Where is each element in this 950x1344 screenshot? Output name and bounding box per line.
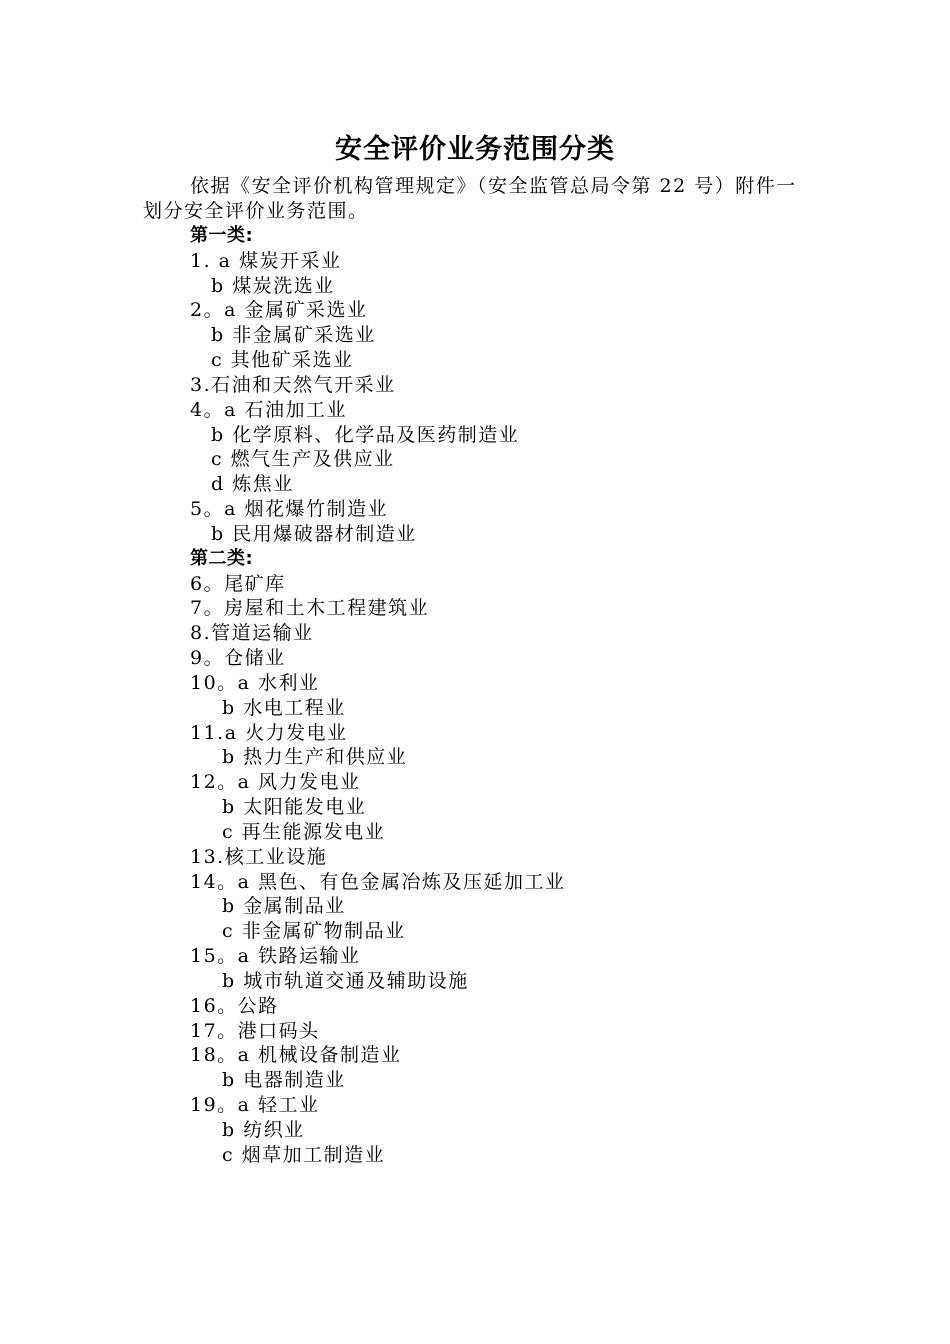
list-item: 17。港口码头 (190, 1019, 320, 1042)
intro-paragraph (143, 174, 813, 224)
page-title: 安全评价业务范围分类 (335, 134, 615, 165)
list-item: 15。a 铁路运输业 (190, 945, 361, 968)
list-item: b 太阳能发电业 (222, 796, 367, 819)
list-item: 19。a 轻工业 (190, 1093, 320, 1116)
category-list (0, 224, 950, 1167)
list-item: b 金属制品业 (222, 895, 346, 918)
list-item: 8.管道运输业 (190, 622, 314, 645)
list-item: 4。a 石油加工业 (190, 398, 347, 421)
list-item: 7。房屋和土木工程建筑业 (190, 597, 430, 620)
category-heading: 第二类: (190, 547, 254, 569)
intro-text: 依据《安全评价机构管理规定》（安全监管总局令第 22 号）附件一划分安全评价业务范围。 (143, 175, 797, 222)
list-item: 5。a 烟花爆竹制造业 (190, 498, 388, 521)
list-item: c 其他矿采选业 (211, 349, 354, 372)
list-item: 10。a 水利业 (190, 671, 320, 694)
list-item: 3.石油和天然气开采业 (190, 373, 396, 396)
list-item: 11.a 火力发电业 (190, 721, 348, 744)
list-item: b 热力生产和供应业 (222, 746, 408, 769)
list-item: b 纺织业 (222, 1118, 305, 1141)
list-item: b 水电工程业 (222, 696, 346, 719)
list-item: d 炼焦业 (211, 473, 294, 496)
list-item: 14。a 黑色、有色金属冶炼及压延加工业 (190, 870, 566, 893)
list-item: b 非金属矿采选业 (211, 324, 376, 347)
list-item: b 城市轨道交通及辅助设施 (222, 969, 469, 992)
list-item: b 化学原料、化学品及医药制造业 (211, 423, 520, 446)
list-item: b 民用爆破器材制造业 (211, 522, 417, 545)
category-heading: 第一类: (190, 225, 254, 246)
list-item: 6。尾矿库 (190, 572, 286, 595)
list-item: c 烟草加工制造业 (222, 1143, 386, 1166)
list-item: b 电器制造业 (222, 1069, 346, 1092)
list-item: 9。仓储业 (190, 647, 286, 670)
list-item: c 非金属矿物制品业 (222, 920, 406, 943)
list-item: 1. a 煤炭开采业 (190, 249, 342, 272)
list-item: c 燃气生产及供应业 (211, 448, 395, 471)
list-item: 18。a 机械设备制造业 (190, 1044, 402, 1067)
list-item: c 再生能源发电业 (222, 820, 386, 843)
list-item: b 煤炭洗选业 (211, 274, 335, 297)
list-item: 16。公路 (190, 994, 279, 1017)
list-item: 2。a 金属矿采选业 (190, 299, 368, 322)
list-item: 13.核工业设施 (190, 845, 328, 868)
list-item: 12。a 风力发电业 (190, 771, 361, 794)
